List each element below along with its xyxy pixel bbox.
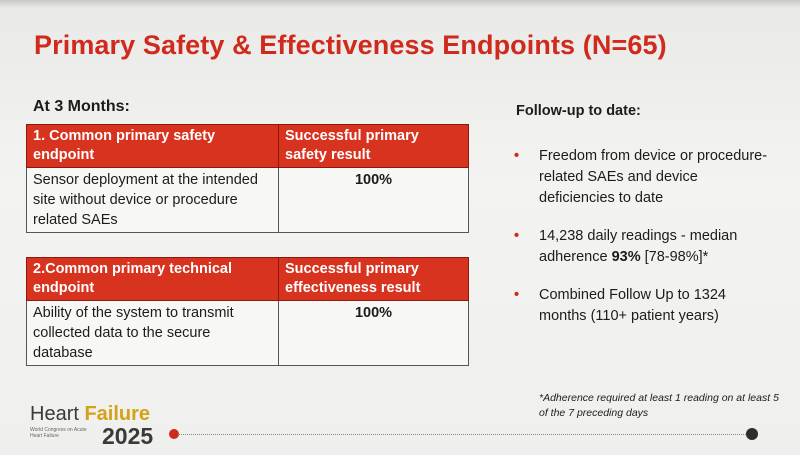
- bullet-icon: •: [514, 148, 520, 164]
- adherence-footnote: *Adherence required at least 1 reading on at least 5 of the 7 preceding days: [539, 392, 779, 419]
- list-item: [512, 285, 772, 327]
- conference-logo: [30, 403, 154, 449]
- technical-endpoint-description: Ability of the system to transmit collected data to the secure database: [27, 301, 279, 366]
- adherence-range: [78-98%]*: [640, 249, 709, 265]
- list-item: [512, 146, 772, 209]
- followup-heading: Follow-up to date:: [516, 103, 641, 119]
- timeline-line: [178, 434, 750, 435]
- logo-word-failure: Failure: [84, 403, 151, 425]
- logo-tagline: World Congress on Acute Heart Failure: [30, 427, 87, 439]
- effectiveness-result-value: 100%: [279, 301, 469, 366]
- list-item: [512, 226, 772, 268]
- timepoint-subheading: At 3 Months:: [33, 98, 130, 115]
- safety-endpoint-description: Sensor deployment at the intended site without device or procedure related SAEs: [27, 168, 279, 233]
- safety-endpoint-table: [26, 124, 469, 233]
- technical-endpoint-table: [26, 257, 469, 366]
- bullet-icon: •: [514, 228, 520, 244]
- safety-endpoint-header: 1. Common primary safety endpoint: [27, 125, 279, 168]
- safety-result-value: 100%: [279, 168, 469, 233]
- bullet-text: Combined Follow Up to 1324 months (110+ patient years): [539, 287, 726, 324]
- slide-title: Primary Safety & Effectiveness Endpoints (N=65): [34, 30, 667, 60]
- bullet-text: 14,238 daily readings - median adherence: [539, 228, 738, 265]
- adherence-value: 93%: [611, 249, 641, 265]
- logo-year: 2025: [102, 423, 154, 449]
- timeline-end-dot: [746, 428, 758, 440]
- logo-word-heart: Heart: [30, 403, 79, 425]
- technical-endpoint-header: 2.Common primary technical endpoint: [27, 258, 279, 301]
- effectiveness-result-header: Successful primary effectiveness result: [279, 258, 469, 301]
- followup-bullet-list: [512, 146, 772, 344]
- bullet-icon: •: [514, 287, 520, 303]
- top-edge-shadow: [0, 0, 800, 8]
- safety-result-header: Successful primary safety result: [279, 125, 469, 168]
- bullet-text: Freedom from device or procedure-related SAEs and device deficiencies to date: [539, 148, 768, 206]
